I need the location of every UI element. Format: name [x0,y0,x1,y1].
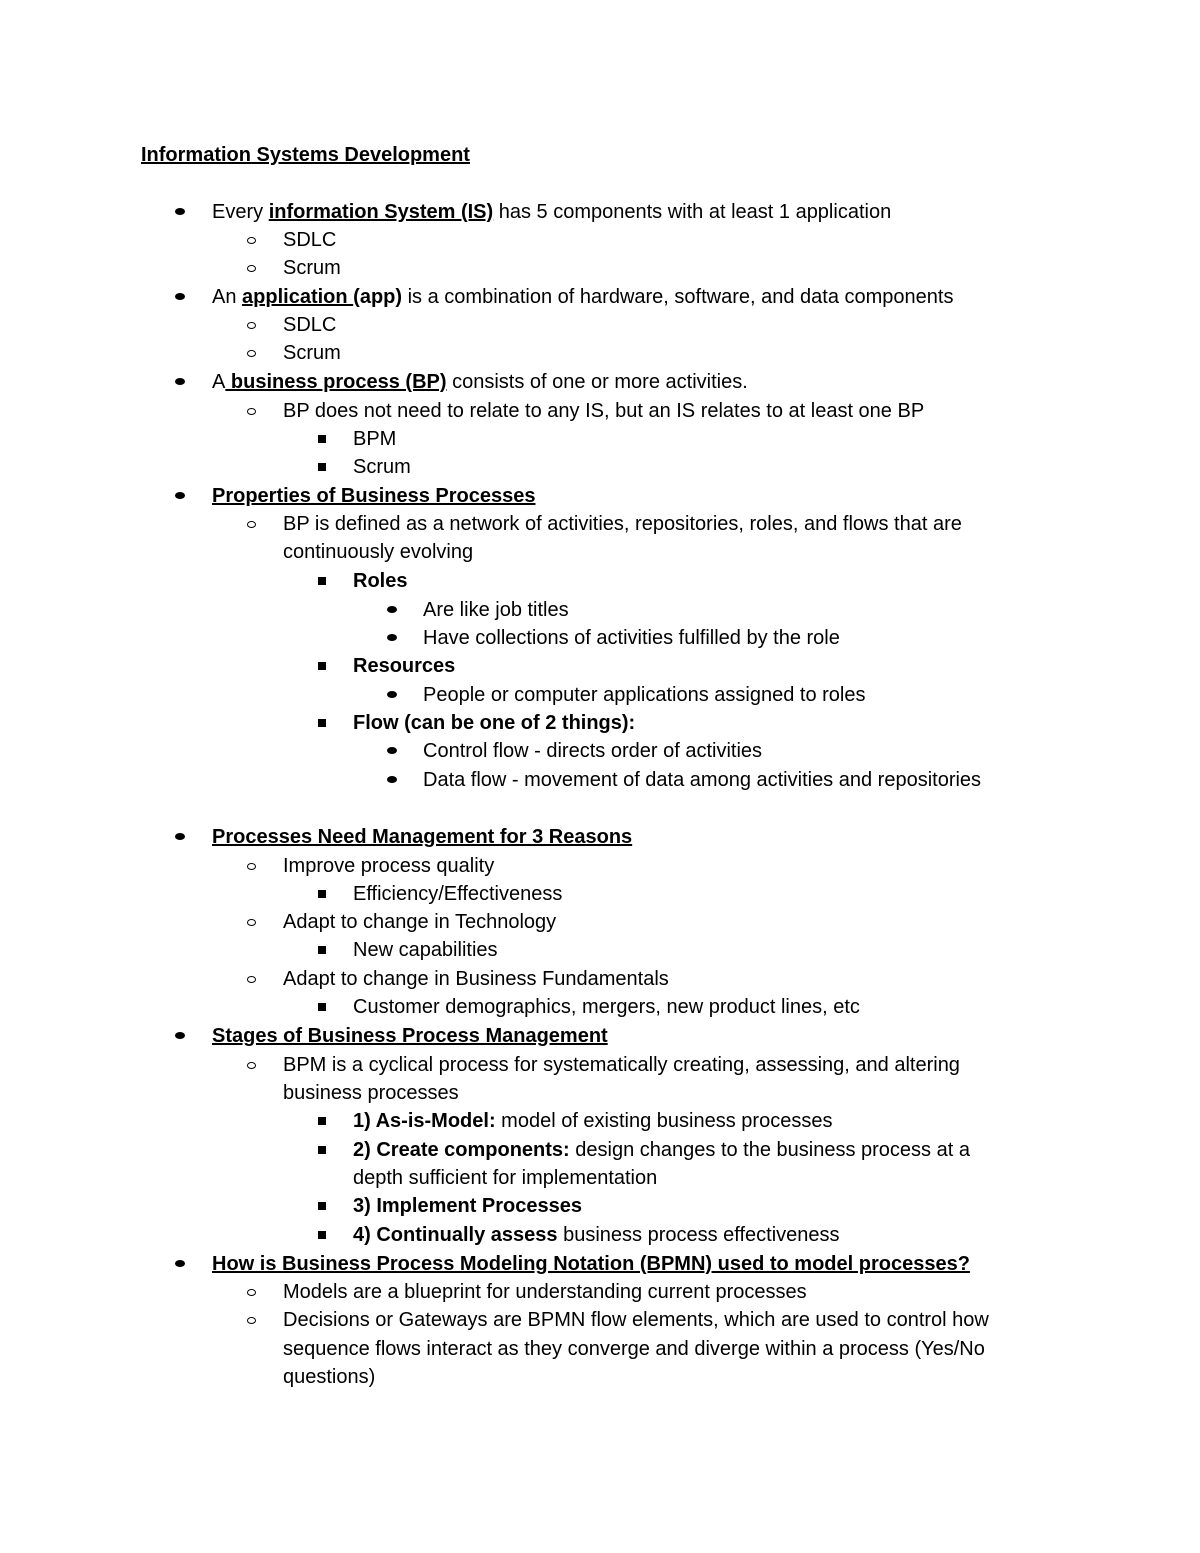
item-text: model of existing business processes [495,1110,833,1132]
list-item: SDLC [283,314,337,336]
document-title: Information Systems Development [141,144,470,166]
list-item [353,1136,970,1164]
list-item: Have collections of activities fulfilled by the role [423,627,840,649]
key-term: information System (IS) [268,201,494,223]
list-item-continuation: depth sufficient for implementation [353,1167,658,1189]
list-item: Control flow - directs order of activities [423,740,763,762]
stage-label: 1) As-is-Model: [353,1110,496,1132]
list-item: Adapt to change in Technology [283,911,557,933]
item-text: An [212,286,243,308]
list-item: New capabilities [353,939,498,961]
item-text: is a combination of hardware, software, and data components [402,286,954,308]
list-item: Are like job titles [423,599,569,621]
list-item: Roles [353,570,408,592]
list-item: BP is defined as a network of activities, repositories, roles, and flows that are [283,513,962,535]
item-text: Every [212,201,269,223]
list-item: Adapt to change in Business Fundamentals [283,968,669,990]
key-term-abbr: (app) [353,286,403,308]
list-item: Improve process quality [283,855,495,877]
list-item [212,368,748,396]
list-item-continuation: business processes [283,1082,459,1104]
list-item: Resources [353,655,456,677]
list-item: Decisions or Gateways are BPMN flow elements, which are used to control how [283,1309,989,1331]
stage-label: 3) Implement Processes [353,1195,582,1217]
list-item [353,1192,582,1220]
key-term: business process (BP) [225,371,447,393]
list-item: People or computer applications assigned to roles [423,684,866,706]
list-item: BP does not need to relate to any IS, but an IS relates to at least one BP [283,400,925,422]
item-text: A [212,371,226,393]
list-item [353,1107,832,1135]
list-item-continuation: sequence flows interact as they converge and diverge within a process (Yes/No [283,1338,985,1360]
stage-label: 4) Continually assess [353,1224,558,1246]
list-item [353,1221,840,1249]
list-item: Flow (can be one of 2 things): [353,712,636,734]
list-item: Scrum [353,456,411,478]
list-item: Efficiency/Effectiveness [353,883,563,905]
list-item: Customer demographics, mergers, new product lines, etc [353,996,860,1018]
list-item: Models are a blueprint for understanding current processes [283,1281,807,1303]
item-text: consists of one or more activities. [446,371,748,393]
key-term: application [242,286,354,308]
list-item-continuation: continuously evolving [283,541,474,563]
list-item [212,198,891,226]
item-text: has 5 components with at least 1 application [493,201,892,223]
list-item: Scrum [283,257,341,279]
list-item: SDLC [283,229,337,251]
item-text: design changes to the business process at a [569,1139,970,1161]
list-item: BPM [353,428,397,450]
section-heading: How is Business Process Modeling Notation (BPMN) used to model processes? [212,1253,970,1275]
item-text: business process effectiveness [557,1224,840,1246]
section-heading: Processes Need Management for 3 Reasons [212,826,633,848]
list-item-continuation: questions) [283,1366,376,1388]
list-item: BPM is a cyclical process for systematically creating, assessing, and altering [283,1054,960,1076]
list-item [212,283,953,311]
section-heading: Stages of Business Process Management [212,1025,608,1047]
list-item: Scrum [283,342,341,364]
section-heading: Properties of Business Processes [212,485,536,507]
list-item: Data flow - movement of data among activities and repositories [423,769,982,791]
stage-label: 2) Create components: [353,1139,570,1161]
